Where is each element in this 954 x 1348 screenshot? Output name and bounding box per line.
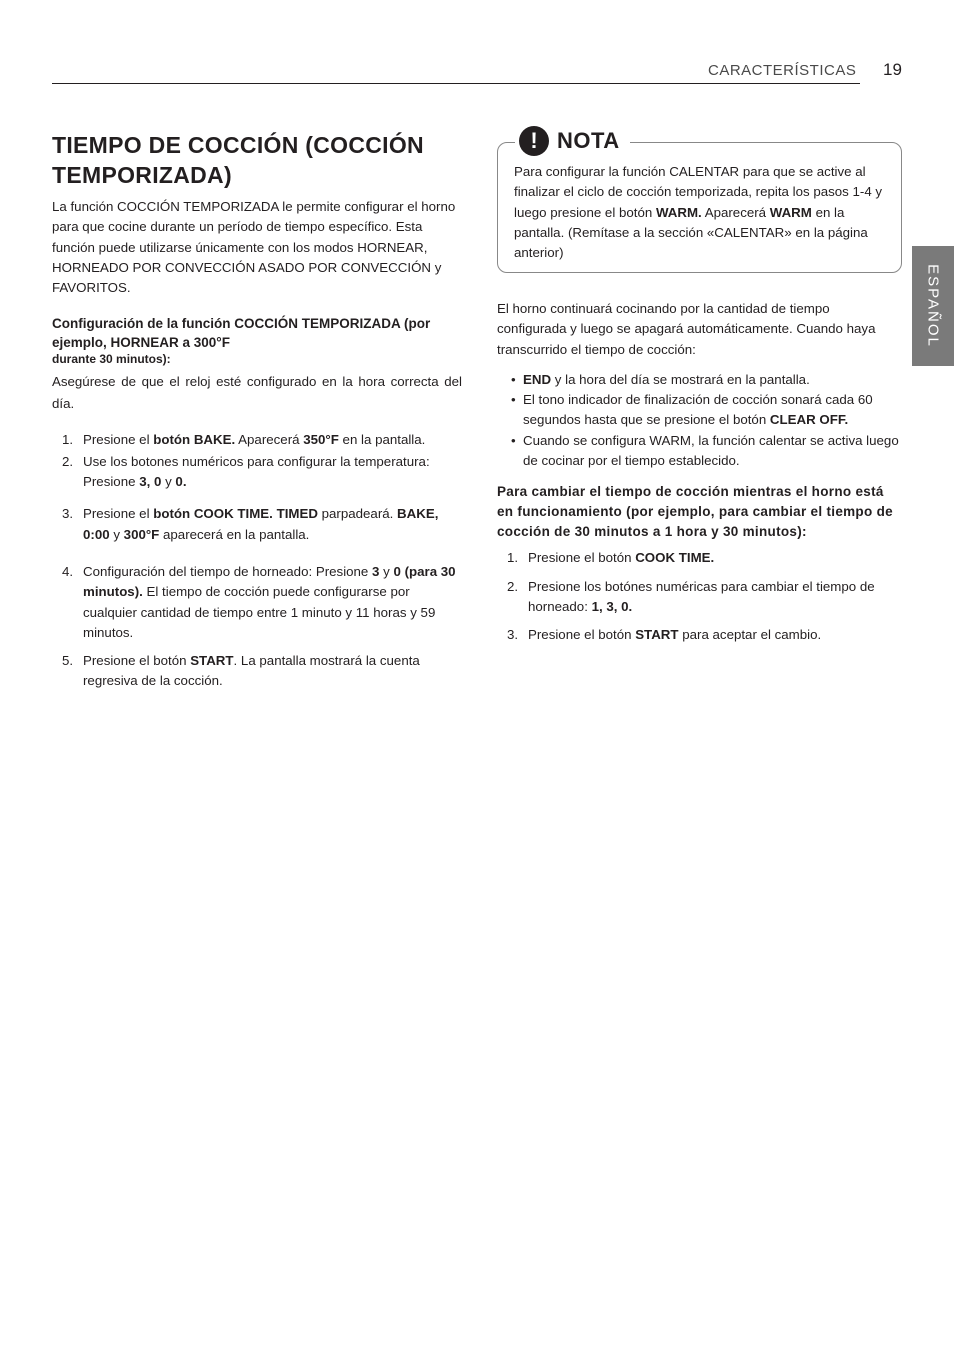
header-divider (52, 83, 860, 84)
left-column (52, 130, 462, 692)
page-number: 19 (883, 60, 902, 79)
step-number: 2. (507, 578, 519, 594)
step-item: 3. Presione el botón START para aceptar el cambio. (497, 625, 902, 645)
section-title: CARACTERÍSTICAS (708, 62, 857, 79)
clock-note: Asegúrese de que el reloj esté configurado en la hora correcta del día. (52, 374, 462, 412)
language-tab (912, 246, 954, 366)
step-item: 5. Presione el botón START. La pantalla mostrará la cuenta regresiva de la cocción. (62, 653, 420, 689)
step-item: 1. Presione el botón BAKE. Aparecerá 350°F en la pantalla. (52, 430, 462, 450)
language-tab-label: ESPAÑOL (924, 264, 942, 348)
bullet-item: • El tono indicador de finalización de cocción sonará cada 60 segundos hasta que se presione el botón CLEAR OFF. (511, 392, 873, 428)
step-number: 1. (62, 432, 74, 448)
right-column (497, 130, 902, 646)
completion-bullets (497, 370, 902, 471)
bullet-item: • END y la hora del día se mostrará en la pantalla. (497, 370, 902, 390)
setup-subheading-duration: durante 30 minutos): (52, 352, 171, 367)
step-number: 1. (507, 550, 519, 566)
step-number: 3. (62, 506, 74, 522)
exclamation-icon: ! (519, 126, 549, 156)
step-item: 1. Presione el botón COOK TIME. (497, 548, 902, 568)
note-box (497, 128, 902, 273)
page-title: TIEMPO DE COCCIÓN (COCCIÓN TEMPORIZADA) (52, 132, 424, 188)
setup-subheading: Configuración de la función COCCIÓN TEMPORIZADA (por ejemplo, HORNEAR a 300°F (52, 316, 431, 351)
change-time-subheading: Para cambiar el tiempo de cocción mientras el horno está en funcionamiento (por ejemplo, para cambiar el tiempo de cocción de 30 minutos a 1 hora y 30 minutos): (497, 484, 893, 540)
step-item: 2. Presione los botónes numéricas para cambiar el tiempo de horneado: 1, 3, 0. (507, 578, 875, 614)
step-item: 4. Configuración del tiempo de horneado: Presione 3 y 0 (para 30 minutos). El tiempo de cocción puede configurarse por cualquier cantidad de tiempo entre 1 minuto y 11 horas y 59 minutos. (62, 563, 456, 640)
note-title: NOTA (557, 128, 620, 153)
bullet-item: • Cuando se configura WARM, la función calentar se activa luego de cocinar por el tiempo establecido. (511, 432, 899, 469)
step-number: 5. (62, 653, 74, 669)
bullet-marker: • (511, 432, 516, 448)
bullet-marker: • (511, 371, 516, 387)
step-number: 2. (62, 453, 74, 469)
bullet-marker: • (511, 392, 516, 408)
step-number: 3. (507, 627, 519, 643)
change-time-steps (497, 548, 902, 645)
note-header (515, 126, 630, 156)
note-text: Para configurar la función CALENTAR para que se active al finalizar el ciclo de cocción temporizada, repita los pasos 1-4 y luego presione el botón WARM. Aparecerá WARM en la pantalla. (Remítase a la sección «CALENTAR» en la página anterior) (514, 164, 883, 261)
completion-paragraph: El horno continuará cocinando por la cantidad de tiempo configurada y luego se apagará automáticamente. Cuando haya transcurrido el tiempo de cocción: (497, 301, 876, 357)
intro-paragraph: La función COCCIÓN TEMPORIZADA le permite configurar el horno para que cocine durante un período de tiempo específico. Esta función puede utilizarse únicamente con los modos HORNEAR, HORNEADO POR CONVECCIÓN ASADO POR CONVECCIÓN y FAVORITOS. (52, 199, 456, 296)
setup-steps (52, 430, 462, 691)
step-item: 3. Presione el botón COOK TIME. TIMED parpadeará. BAKE, 0:00 y 300°F aparecerá en la pantalla. (62, 506, 439, 542)
step-number: 4. (62, 563, 74, 579)
step-item: 2. Use los botones numéricos para configurar la temperatura: Presione 3, 0 y 0. (62, 453, 430, 490)
